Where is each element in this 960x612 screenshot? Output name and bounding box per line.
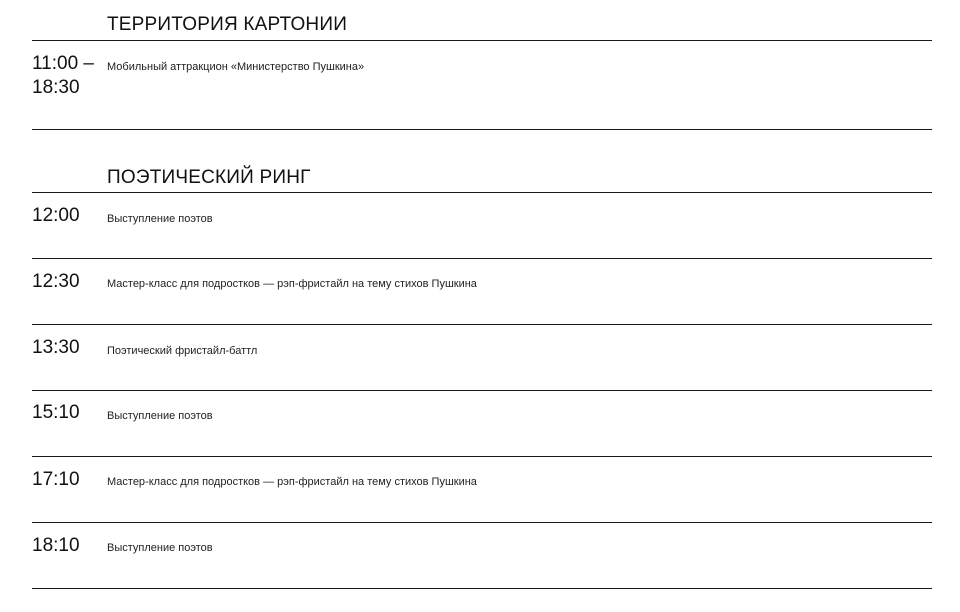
event-description: Выступление поэтов: [107, 213, 213, 225]
event-description: Выступление поэтов: [107, 410, 213, 422]
event-time: [32, 52, 94, 100]
row-divider: [32, 588, 932, 589]
event-description: Мастер-класс для подростков — рэп-фристайл на тему стихов Пушкина: [107, 278, 477, 290]
row-divider: [32, 390, 932, 391]
row-divider: [32, 258, 932, 259]
event-description: Мобильный аттракцион «Министерство Пушкина»: [107, 61, 365, 73]
event-time: 17:10: [32, 469, 80, 490]
event-time-end: 18:30: [32, 77, 80, 98]
section-divider: [32, 192, 932, 193]
section-title-poetic-ring: ПОЭТИЧЕСКИЙ РИНГ: [107, 167, 311, 188]
section-title-kartonia: ТЕРРИТОРИЯ КАРТОНИИ: [107, 14, 348, 35]
row-divider: [32, 522, 932, 523]
event-time: 13:30: [32, 337, 80, 358]
event-time: 18:10: [32, 535, 80, 556]
event-time-start: 11:00 –: [32, 53, 94, 74]
row-divider: [32, 129, 932, 130]
row-divider: [32, 456, 932, 457]
row-divider: [32, 324, 932, 325]
event-description: Выступление поэтов: [107, 542, 213, 554]
event-time: 12:00: [32, 205, 80, 226]
event-time: 15:10: [32, 402, 80, 423]
event-description: Мастер-класс для подростков — рэп-фристайл на тему стихов Пушкина: [107, 476, 477, 488]
event-description: Поэтический фристайл-баттл: [107, 345, 258, 357]
event-time: 12:30: [32, 271, 80, 292]
section-divider: [32, 40, 932, 41]
